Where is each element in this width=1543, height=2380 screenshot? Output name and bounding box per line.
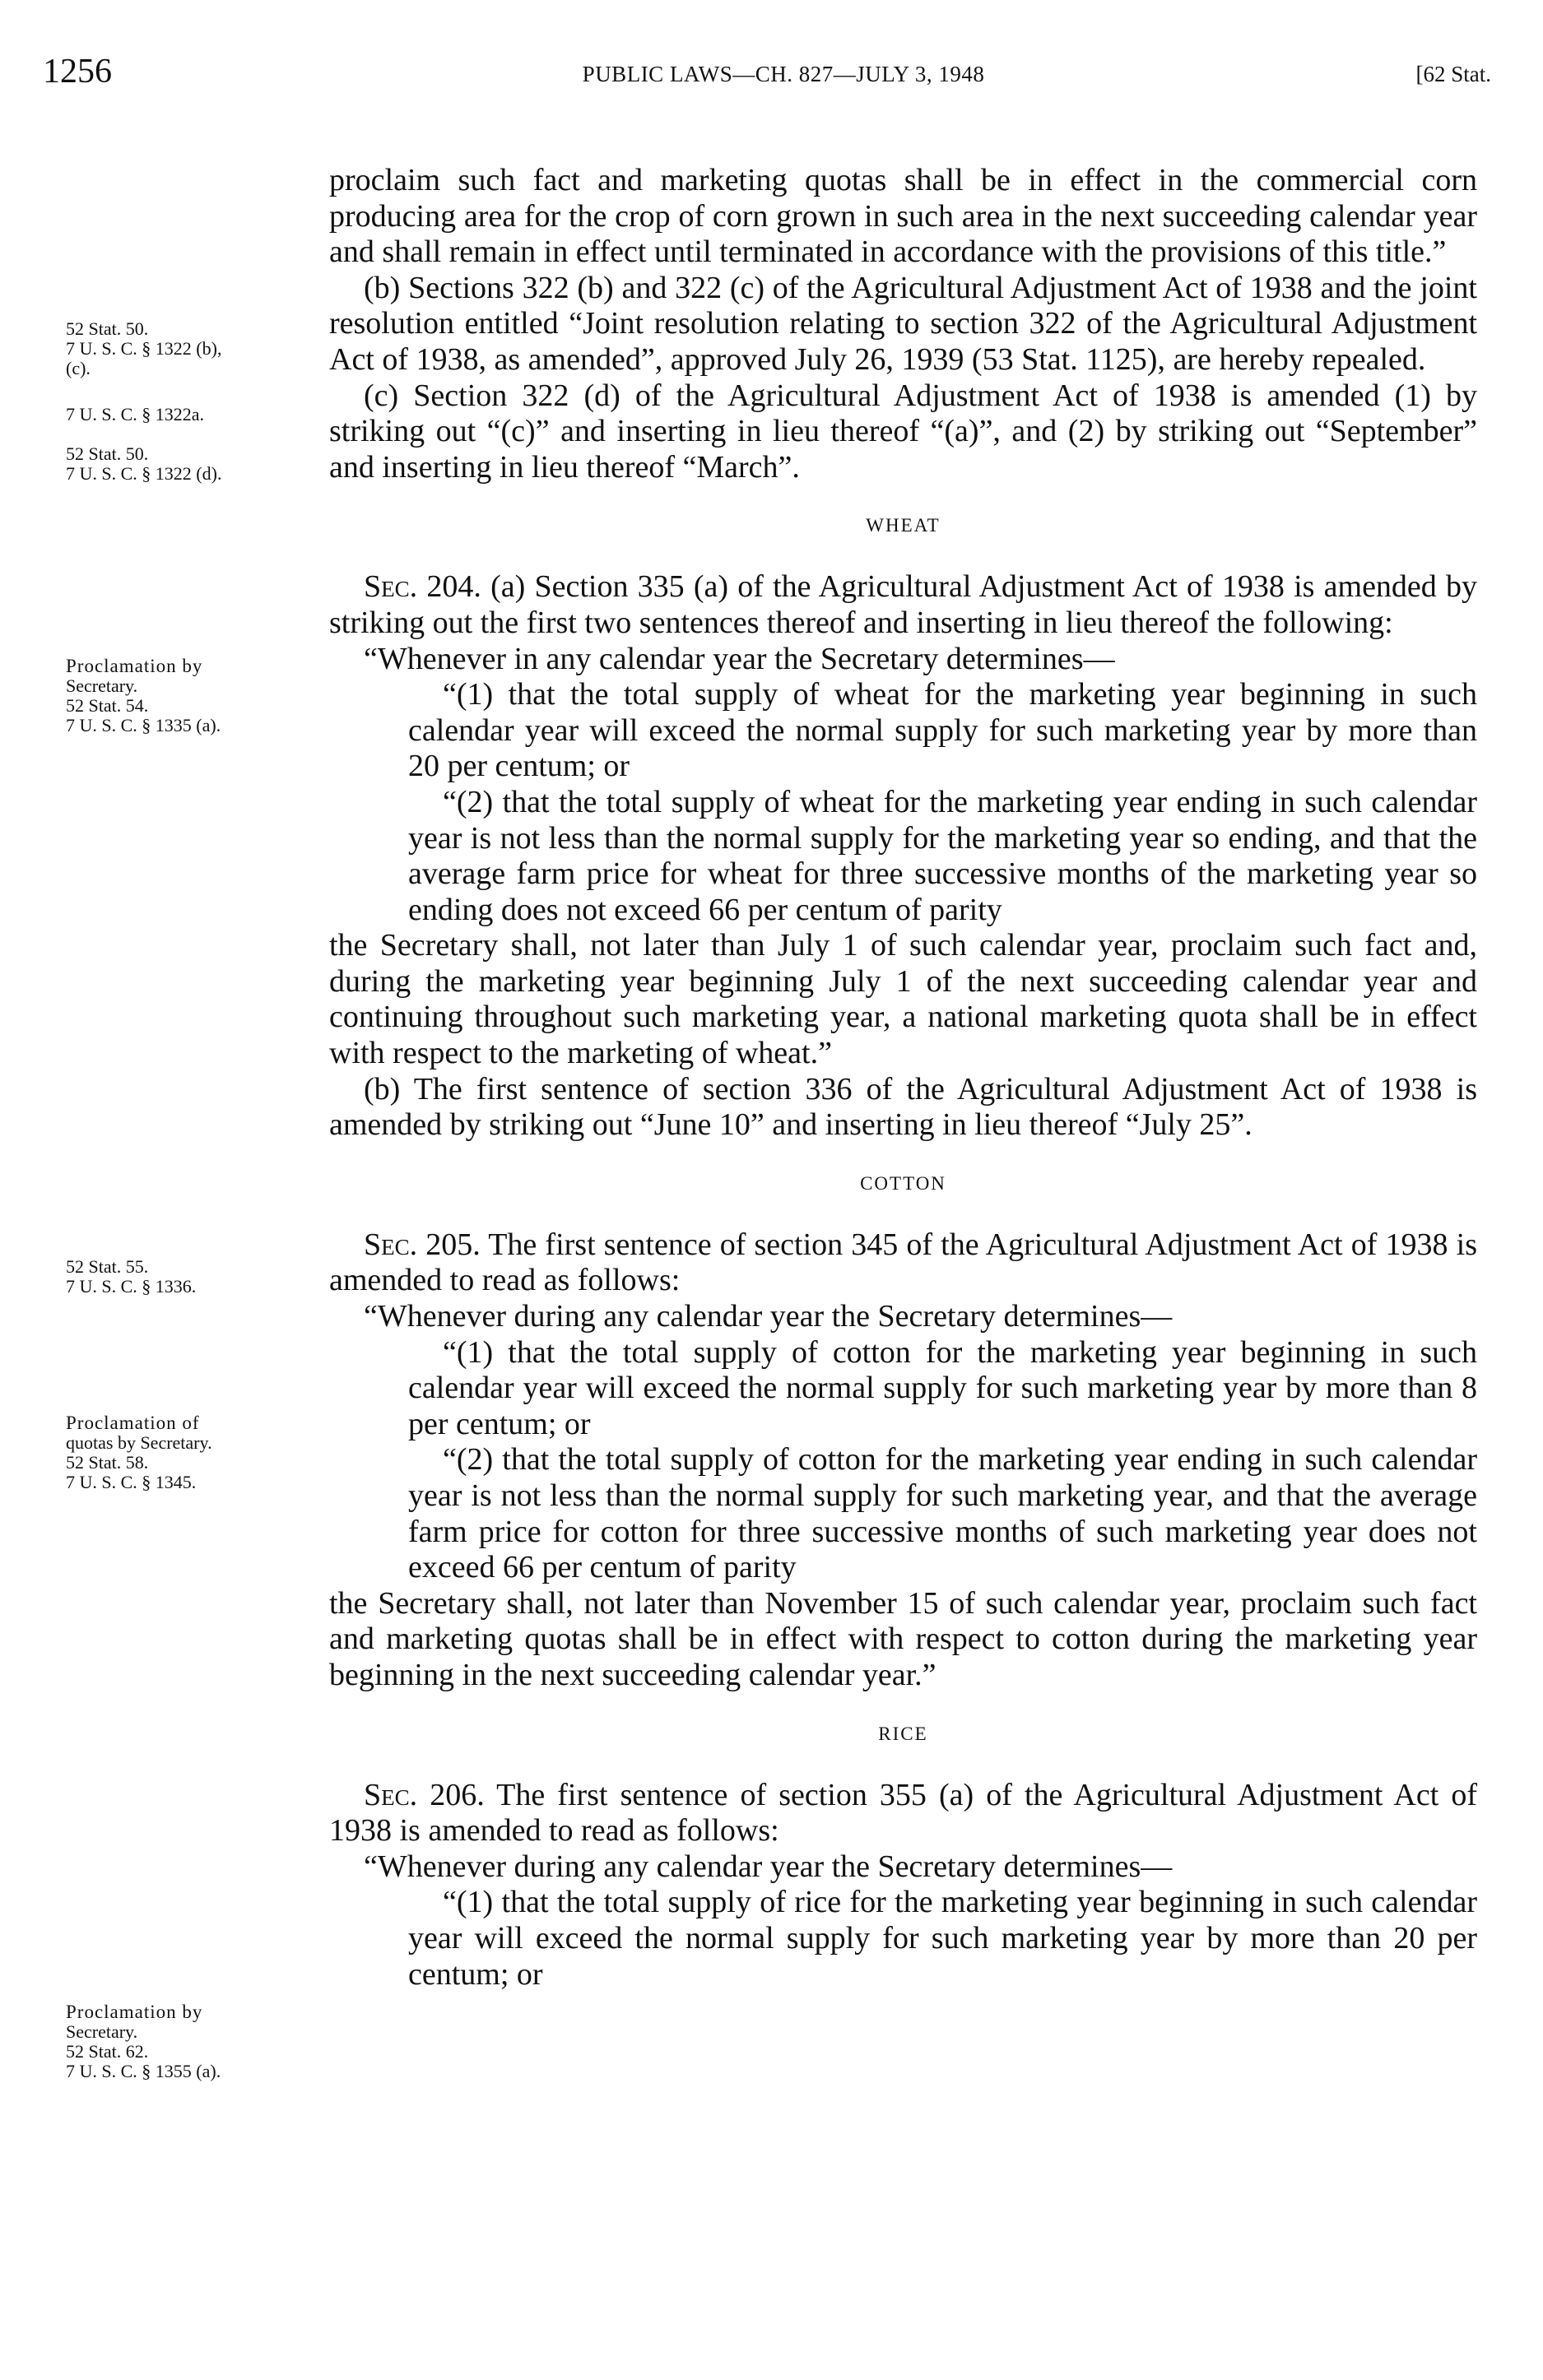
- section-206-condition-1: “(1) that the total supply of rice for the marketing year beginning in such calendar year will exceed the normal supply for such marketing year by more than 20 per centum; or: [408, 1885, 1477, 1992]
- main-text: [329, 163, 1477, 1993]
- stat-reference: [62 Stat.: [1415, 62, 1491, 86]
- section-204-b: (b) The first sentence of section 336 of the Agricultural Adjustment Act of 1938 is amended by striking out “June 10” and inserting in lieu thereof “July 25”.: [329, 1071, 1477, 1143]
- margin-note-line: 7 U. S. C. § 1355 (a).: [66, 2061, 221, 2081]
- margin-note-sec204: [66, 656, 321, 735]
- margin-note-title: Proclamation by: [66, 2002, 203, 2022]
- continuation-paragraph: proclaim such fact and marketing quotas shall be in effect in the commercial corn producing area for the crop of corn grown in such area in the next succeeding calendar year and shall remain in effect until terminated in accordance with the provisions of this title.”: [329, 163, 1477, 270]
- margin-note-line: 52 Stat. 62.: [66, 2041, 149, 2062]
- page-header: [43, 51, 1491, 100]
- margin-note-line: 52 Stat. 54.: [66, 695, 149, 716]
- section-205-label: Sec. 205.: [364, 1227, 481, 1262]
- section-204-condition-1: “(1) that the total supply of wheat for the marketing year beginning in such calendar year will exceed the normal supply for such marketing year by more than 20 per centum; or: [408, 677, 1477, 784]
- section-204-text: (a) Section 335 (a) of the Agricultural Adjustment Act of 1938 is amended by striking out the first two sentences thereof and inserting in lieu thereof the following:: [329, 569, 1478, 640]
- section-205-quote: “Whenever during any calendar year the Secretary determines—: [364, 1299, 1173, 1334]
- margin-note-line: quotas by Secretary.: [66, 1432, 212, 1453]
- margin-note-line: Secretary.: [66, 675, 138, 696]
- section-heading-cotton: COTTON: [860, 1172, 946, 1194]
- paragraph-c: (c) Section 322 (d) of the Agricultural Adjustment Act of 1938 is amended (1) by striking out “(c)” and inserting in lieu thereof “(a)”, and (2) by striking out “September” and inserting in lieu thereof “March”.: [329, 378, 1477, 485]
- section-205-text: The first sentence of section 345 of the Agricultural Adjustment Act of 1938 is amended to read as follows:: [329, 1227, 1477, 1298]
- section-heading-rice: RICE: [878, 1723, 928, 1744]
- margin-note-line: 52 Stat. 55.: [66, 1256, 149, 1277]
- margin-note-line: 7 U. S. C. § 1336.: [66, 1276, 197, 1297]
- section-206-text: The first sentence of section 355 (a) of the Agricultural Adjustment Act of 1938 is amended to read as follows:: [329, 1777, 1477, 1849]
- margin-note-1336: [66, 1257, 321, 1297]
- margin-note-line: 7 U. S. C. § 1322 (d).: [66, 463, 222, 484]
- paragraph-b: (b) Sections 322 (b) and 322 (c) of the Agricultural Adjustment Act of 1938 and the joint resolution entitled “Joint resolution relating to section 322 of the Agricultural Adjustment Act of 1938, as amended”, approved July 26, 1939 (53 Stat. 1125), are hereby repealed.: [329, 270, 1477, 377]
- section-204-quote: “Whenever in any calendar year the Secretary determines—: [364, 641, 1115, 676]
- section-heading-wheat: WHEAT: [866, 515, 941, 536]
- section-206-intro: [329, 1778, 1477, 1849]
- margin-note-line: 52 Stat. 50.: [66, 443, 149, 464]
- margin-note-line: (c).: [66, 358, 91, 378]
- margin-note-322bc: [66, 319, 321, 378]
- margin-note-line: 52 Stat. 50.: [66, 318, 149, 339]
- margin-note-line: 52 Stat. 58.: [66, 1452, 149, 1473]
- margin-note-line: 7 U. S. C. § 1322 (b),: [66, 338, 222, 359]
- section-205-intro: [329, 1227, 1477, 1299]
- margin-note-line: 7 U. S. C. § 1322a.: [66, 404, 205, 425]
- section-204-intro: [329, 569, 1477, 641]
- margin-note-line: 7 U. S. C. § 1345.: [66, 1472, 197, 1492]
- section-204-label: Sec. 204.: [364, 569, 481, 605]
- section-204-condition-2: “(2) that the total supply of wheat for the marketing year ending in such calendar year is not less than the normal supply for the marketing year so ending, and that the average farm price for wheat for three successive months of the marketing year so ending does not exceed 66 per centum of parity: [408, 784, 1477, 927]
- margin-note-322d: [66, 444, 321, 484]
- margin-note-title: Proclamation by: [66, 656, 203, 676]
- margin-note-title: Proclamation of: [66, 1413, 200, 1433]
- section-206-quote: “Whenever during any calendar year the Secretary determines—: [364, 1849, 1173, 1884]
- section-206-label: Sec. 206.: [364, 1777, 485, 1812]
- section-205-condition-2: “(2) that the total supply of cotton for the marketing year ending in such calendar year is not less than the normal supply for such marketing year, and that the average farm price for cotton for three successive months of such marketing year does not exceed 66 per centum of parity: [408, 1442, 1477, 1585]
- margin-note-line: Secretary.: [66, 2021, 138, 2042]
- section-204-proclamation: the Secretary shall, not later than July 1 of such calendar year, proclaim such fact and, during the marketing year beginning July 1 of the next succeeding calendar year and continuing throughout such marketing year, a national marketing quota shall be in effect with respect to the marketing of wheat.”: [329, 928, 1477, 1071]
- margin-note-1322a: [66, 405, 321, 425]
- running-head: PUBLIC LAWS—CH. 827—JULY 3, 1948: [582, 62, 985, 86]
- section-205-proclamation: the Secretary shall, not later than November 15 of such calendar year, proclaim such fact and marketing quotas shall be in effect with respect to cotton during the marketing year beginning in the next succeeding calendar year.”: [329, 1585, 1477, 1692]
- margin-note-line: 7 U. S. C. § 1335 (a).: [66, 715, 221, 735]
- section-205-condition-1: “(1) that the total supply of cotton for the marketing year beginning in such calendar year will exceed the normal supply for such marketing year by more than 8 per centum; or: [408, 1334, 1477, 1441]
- margin-note-sec206: [66, 2002, 321, 2081]
- margin-note-sec205: [66, 1413, 321, 1492]
- page-number: 1256: [43, 53, 112, 90]
